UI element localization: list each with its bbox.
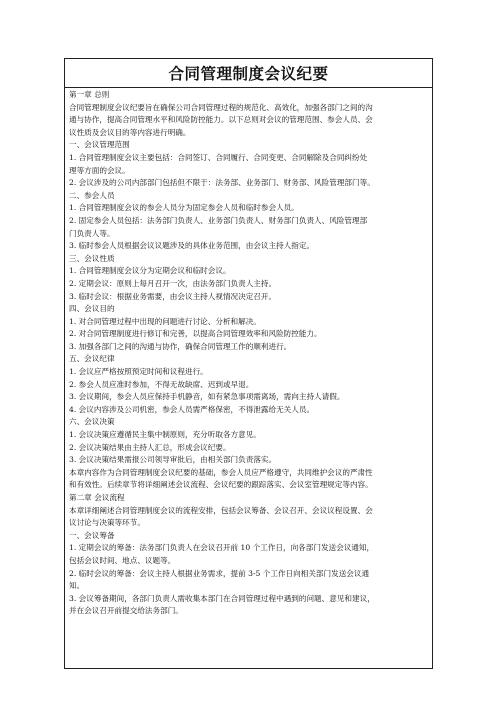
body-line: 1. 合同管理制度会议的参会人员分为固定参会人员和临时参会人员。 — [69, 203, 299, 213]
body-line: 门负责人等。 — [69, 228, 115, 238]
body-line: 合同管理制度会议纪要旨在确保公司合同管理过程的规范化、高效化，加强各部门之间的沟 — [69, 102, 373, 112]
body-line: 第一章 总则 — [69, 90, 110, 99]
body-line: 议性质及会议目的等内容进行明确。 — [69, 127, 191, 137]
body-line: 1. 合同管理制度会议分为定期会议和临时会议。 — [69, 266, 231, 276]
body-line: 1. 定期会议的筹备：法务部门负责人在会议召开前 10 个工作日，向各部门发送会议通知， — [69, 543, 375, 553]
body-line: 包括会议时间、地点、议题等。 — [69, 555, 176, 565]
body-line — [69, 631, 429, 644]
body-line: 五、会议纪律 — [69, 354, 115, 364]
body-line: 2. 对合同管理制度进行修订和完善，以提高合同管理效率和风险防控能力。 — [69, 329, 322, 339]
body-line: 4. 会议内容涉及公司机密，参会人员需严格保密，不得泄露给无关人员。 — [69, 404, 315, 414]
body-line: 3. 会议期间，参会人员应保持手机静音，如有紧急事项需离场，需向主持人请假。 — [69, 392, 345, 402]
document-page — [64, 58, 433, 669]
body-line: 二、参会人员 — [69, 190, 115, 200]
body-line: 1. 对合同管理过程中出现的问题进行讨论、分析和解决。 — [69, 316, 261, 326]
body-line: 和有效性。后续章节将详细阐述会议流程、会议纪要的跟踪落实、会议室管理规定等内容。 — [69, 480, 373, 490]
body-line: 四、会议目的 — [69, 304, 115, 314]
body-line: 3. 会议筹备期间，各部门负责人需收集本部门在合同管理过程中遇到的问题、意见和建议， — [69, 593, 375, 603]
body-line: 一、会议管理范围 — [69, 140, 130, 150]
body-line: 2. 会议涉及的公司内部部门包括但不限于：法务部、业务部门、财务部、风险管理部门等。 — [69, 178, 375, 188]
body-line: 2. 临时会议的筹备：会议主持人根据业务需求，提前 3-5 个工作日向相关部门发送会议通 — [69, 568, 370, 578]
body-line: 知。 — [69, 581, 85, 591]
body-line: 3. 临时会议：根据业务需要，由会议主持人视情况决定召开。 — [69, 291, 277, 301]
body-line: 1. 合同管理制度会议主要包括：合同签订、合同履行、合同变更、合同解除及合同纠纷处 — [69, 152, 368, 162]
body-line: 3. 临时参会人员根据会议议题涉及的具体业务范围，由会议主持人指定。 — [69, 241, 315, 251]
body-line: 并在会议召开前提交给法务部门。 — [69, 606, 183, 616]
document-title: 合同管理制度会议纪要 — [168, 64, 329, 83]
body-line: 3. 加强各部门之间的沟通与协作，确保合同管理工作的顺利进行。 — [69, 341, 292, 351]
body-line: 三、会议性质 — [69, 253, 115, 263]
body-line: 六、会议决策 — [69, 417, 115, 427]
body-line — [69, 656, 429, 669]
body-line: 2. 固定参会人员包括：法务部门负责人、业务部门负责人、财务部门负责人、风险管理部 — [69, 215, 368, 225]
body-line: 3. 会议决策结果需报公司领导审批后，由相关部门负责落实。 — [69, 455, 277, 465]
body-line: 本章内容作为合同管理制度会议纪要的基础，参会人员应严格遵守，共同维护会议的严肃性 — [69, 467, 373, 477]
body-line: 第二章 会议流程 — [69, 493, 125, 502]
document-body — [64, 88, 433, 669]
body-line: 通与协作，提高合同管理水平和风险防控能力。以下总则对会议的管理范围、参会人员、会 — [69, 115, 373, 125]
body-line: 2. 会议决策结果由主持人汇总，形成会议纪要。 — [69, 442, 231, 452]
body-line: 1. 会议决策应遵循民主集中制原则，充分听取各方意见。 — [69, 430, 261, 440]
title-box — [64, 58, 433, 88]
body-line: 1. 会议应严格按照预定时间和议程进行。 — [69, 367, 208, 377]
body-line: 理等方面的会议。 — [69, 165, 130, 175]
body-line: 2. 参会人员应准时参加，不得无故缺席、迟到或早退。 — [69, 379, 254, 389]
body-line: 一、会议筹备 — [69, 530, 115, 540]
body-line: 议讨论与决策等环节。 — [69, 518, 145, 528]
body-line — [69, 643, 429, 656]
body-line: 2. 定期会议：原则上每月召开一次，由法务部门负责人主持。 — [69, 278, 277, 288]
body-line: 本章详细阐述合同管理制度会议的流程安排，包括会议筹备、会议召开、会议议程设置、会 — [69, 505, 373, 515]
body-line — [69, 618, 429, 631]
